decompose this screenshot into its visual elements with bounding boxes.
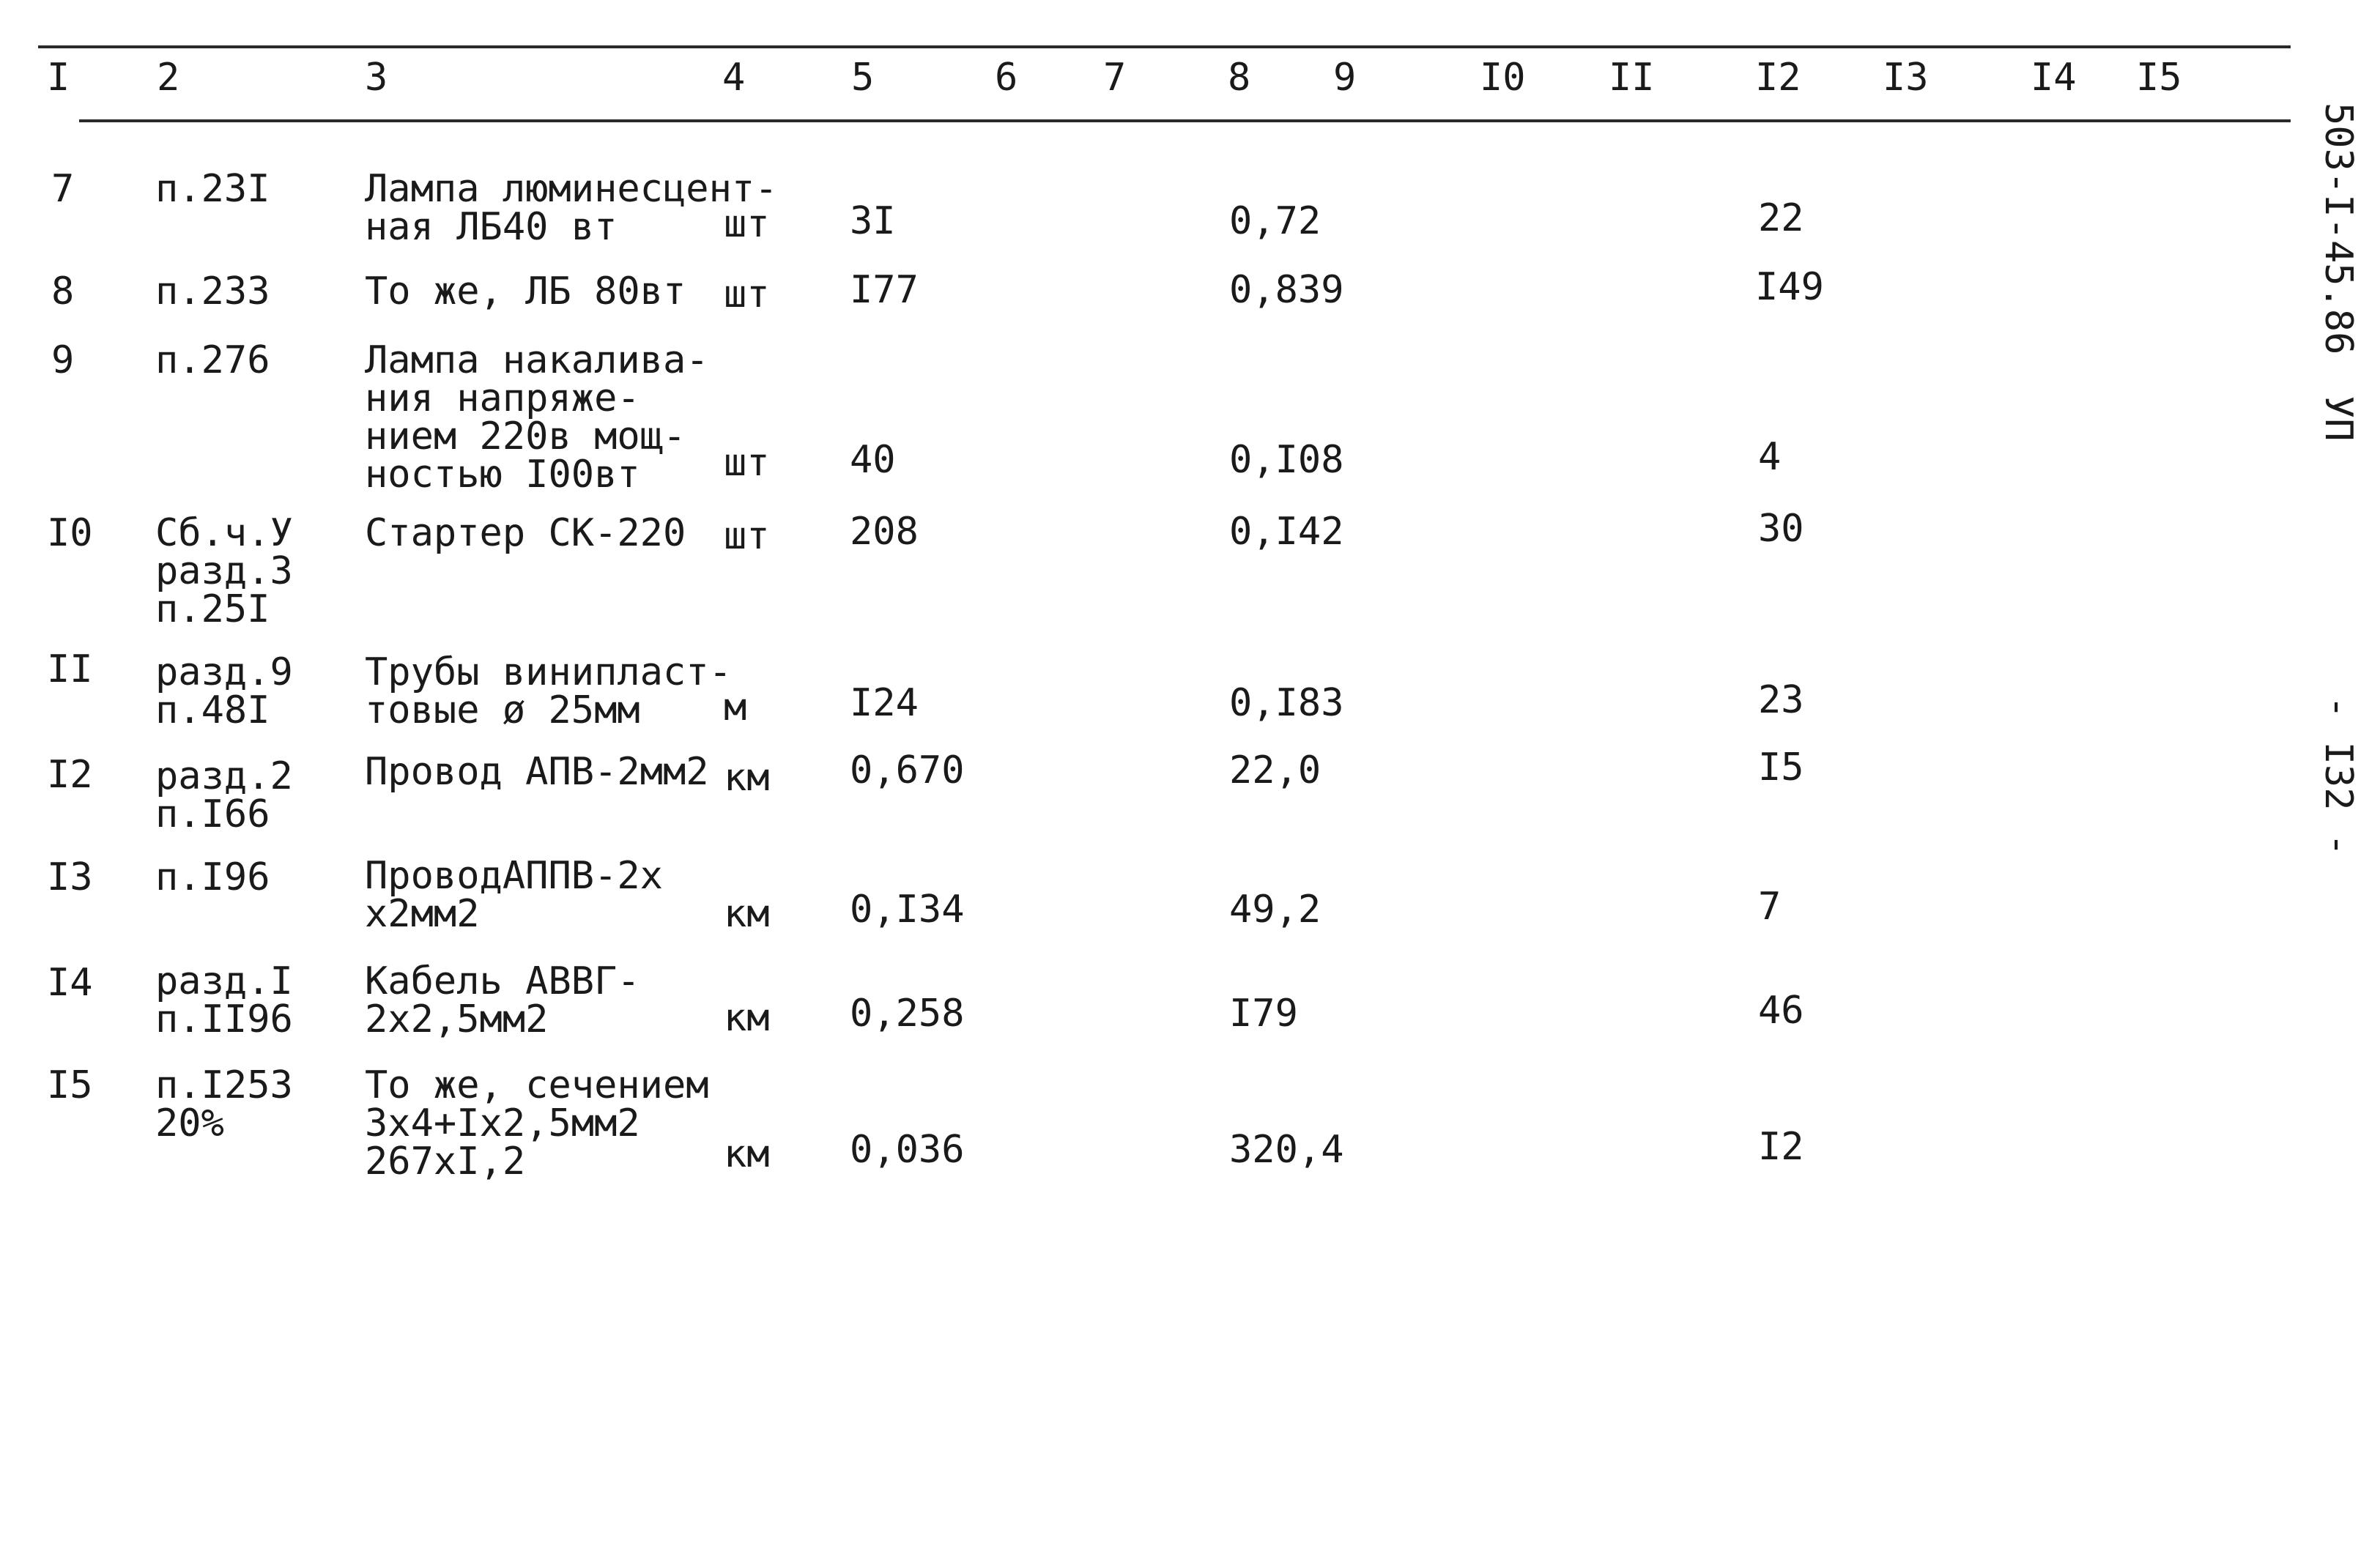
- row-unit: шт: [724, 441, 770, 485]
- row-name: Провод АПВ-2мм2: [365, 750, 709, 794]
- column-header-9: 9: [1333, 56, 1357, 100]
- column-header-7: 7: [1103, 56, 1127, 100]
- row-quantity: I24: [850, 681, 919, 725]
- row-col12-value: I5: [1758, 746, 1804, 789]
- column-header-2: 2: [157, 56, 180, 100]
- row-unit: шт: [724, 514, 770, 558]
- row-col8-value: I79: [1229, 992, 1298, 1036]
- row-unit: км: [724, 756, 770, 800]
- row-col8-value: 0,I08: [1229, 438, 1344, 482]
- row-col8-value: 0,839: [1229, 268, 1344, 312]
- row-col8-value: 22,0: [1229, 748, 1321, 792]
- row-col12-value: 30: [1758, 507, 1804, 551]
- row-unit: км: [724, 1132, 770, 1176]
- column-header-12: I2: [1755, 56, 1801, 100]
- row-name: Трубы винипласт- товые ø 25мм: [365, 650, 732, 732]
- row-col8-value: 49,2: [1229, 888, 1321, 932]
- row-col12-value: 23: [1758, 678, 1804, 722]
- row-number: I0: [47, 511, 93, 555]
- row-col8-value: 320,4: [1229, 1128, 1344, 1172]
- row-reference: Сб.ч.У разд.3 п.25I: [155, 511, 293, 631]
- row-quantity: I77: [850, 268, 919, 312]
- row-col12-value: 22: [1758, 196, 1804, 240]
- row-col8-value: 0,72: [1229, 199, 1321, 243]
- row-reference: п.23I: [155, 167, 270, 211]
- column-header-3: 3: [365, 56, 388, 100]
- row-number: II: [47, 647, 93, 691]
- row-col8-value: 0,I42: [1229, 510, 1344, 554]
- column-header-5: 5: [851, 56, 875, 100]
- row-col12-value: 7: [1758, 885, 1782, 929]
- row-unit: км: [724, 996, 770, 1040]
- row-number: I3: [47, 855, 93, 899]
- row-unit: км: [724, 892, 770, 936]
- row-reference: разд.I п.II96: [155, 959, 293, 1041]
- row-unit: м: [724, 685, 747, 729]
- row-reference: п.I96: [155, 855, 270, 899]
- row-quantity: 40: [850, 438, 896, 482]
- row-unit: шт: [724, 272, 770, 316]
- column-header-15: I5: [2136, 56, 2182, 100]
- row-name: Лампа накалива- ния напряже- нием 220в мощ- ностью I00вт: [365, 338, 709, 497]
- row-col8-value: 0,I83: [1229, 681, 1344, 725]
- row-name: Лампа люминесцент- ная ЛБ40 вт: [365, 167, 778, 249]
- column-header-6: 6: [995, 56, 1018, 100]
- page-number: - I32 -: [2316, 696, 2360, 857]
- row-col12-value: I49: [1755, 265, 1824, 309]
- row-name: То же, ЛБ 80вт: [365, 270, 686, 313]
- row-reference: разд.9 п.48I: [155, 650, 293, 732]
- column-header-14: I4: [2031, 56, 2077, 100]
- column-header-13: I3: [1883, 56, 1929, 100]
- document-code: 503-I-45.86: [2316, 103, 2360, 355]
- row-name: То же, сечением 3х4+Iх2,5мм2 267хI,2: [365, 1063, 709, 1183]
- header-bottom-rule: [79, 119, 2291, 122]
- row-col12-value: I2: [1758, 1125, 1804, 1169]
- column-header-11: II: [1609, 56, 1655, 100]
- row-number: I2: [47, 753, 93, 797]
- row-number: 9: [51, 338, 75, 382]
- row-col12-value: 46: [1758, 989, 1804, 1033]
- row-quantity: 0,I34: [850, 888, 965, 932]
- row-reference: п.276: [155, 338, 270, 382]
- header-top-rule: [38, 45, 2291, 48]
- row-reference: п.I253 20%: [155, 1063, 293, 1145]
- row-number: 7: [51, 167, 75, 211]
- row-name: Стартер СК-220: [365, 511, 686, 555]
- row-reference: п.233: [155, 270, 270, 313]
- album-label: УП: [2316, 395, 2360, 442]
- column-header-1: I: [47, 56, 70, 100]
- row-reference: разд.2 п.I66: [155, 754, 293, 836]
- row-quantity: 0,670: [850, 748, 965, 792]
- row-quantity: 0,036: [850, 1128, 965, 1172]
- row-col12-value: 4: [1758, 435, 1782, 479]
- row-number: 8: [51, 270, 75, 313]
- row-quantity: 0,258: [850, 992, 965, 1036]
- row-name: ПроводАППВ-2х х2мм2: [365, 854, 663, 936]
- column-header-4: 4: [722, 56, 746, 100]
- row-number: I4: [47, 961, 93, 1005]
- row-quantity: 3I: [850, 199, 896, 243]
- column-header-10: I0: [1480, 56, 1526, 100]
- row-unit: шт: [724, 202, 770, 246]
- row-quantity: 208: [850, 510, 919, 554]
- row-number: I5: [47, 1063, 93, 1107]
- row-name: Кабель АВВГ- 2х2,5мм2: [365, 959, 640, 1041]
- column-header-8: 8: [1228, 56, 1251, 100]
